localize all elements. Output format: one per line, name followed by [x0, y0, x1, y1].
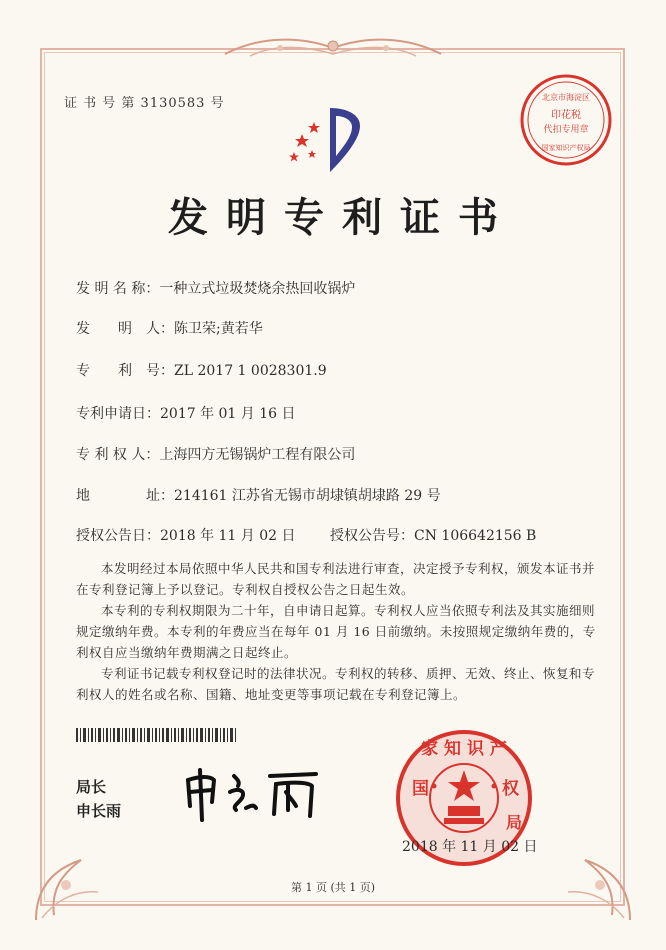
- certificate-body: [76, 558, 596, 705]
- field-label: 专利申请日：: [76, 406, 160, 422]
- field-label: 地 址：: [76, 488, 174, 504]
- field-patentee: [76, 444, 355, 464]
- field-label: 授权公告日：: [76, 528, 160, 544]
- field-address: [76, 485, 441, 505]
- field-value: 2018 年 11 月 02 日: [160, 528, 296, 544]
- cert-number-value: 3130583: [140, 96, 206, 111]
- svg-text:代扣专用章: 代扣专用章: [543, 125, 589, 135]
- cert-number-label: 证 书 号 第: [64, 96, 136, 111]
- field-patent-no: [76, 360, 327, 380]
- director-title: 局长: [76, 778, 107, 796]
- field-inventor: [76, 318, 263, 338]
- body-paragraph-1: 本发明经过本局依照中华人民共和国专利法进行审查，决定授予专利权，颁发本证书并在专利登记簿上予以登记。专利权自授权公告之日起生效。: [76, 561, 596, 597]
- field-value: 一种立式垃圾焚烧余热回收锅炉: [159, 281, 356, 297]
- body-paragraph-3: 专利证书记载专利权登记时的法律状况。专利权的转移、质押、无效、终止、恢复和专利权人的姓名或名称、国籍、地址变更等事项记载在专利登记簿上。: [76, 666, 596, 702]
- cert-number-suffix: 号: [210, 96, 225, 111]
- field-value: 214161 江苏省无锡市胡埭镇胡埭路 29 号: [174, 488, 441, 504]
- field-label: 发 明 人：: [76, 321, 174, 337]
- seal-date: 2018 年 11 月 02 日: [402, 839, 538, 855]
- page-footer: 第 1 页 (共 1 页): [290, 881, 376, 894]
- svg-text:国: 国: [412, 779, 429, 799]
- svg-text:国家知识产权局: 国家知识产权局: [541, 144, 591, 152]
- field-label: 专 利 权 人：: [76, 447, 160, 463]
- top-ornament: [220, 34, 446, 62]
- field-value: ZL 2017 1 0028301.9: [174, 363, 327, 379]
- patent-office-logo-icon: [280, 100, 380, 180]
- barcode: [76, 728, 236, 742]
- field-value: 上海四方无锡锅炉工程有限公司: [159, 447, 356, 463]
- svg-text:家 知 识 产: 家 知 识 产: [421, 739, 507, 759]
- svg-text:权: 权: [502, 779, 519, 799]
- tax-seal-icon: [516, 70, 616, 170]
- field-invention-name: [76, 278, 355, 298]
- field-value: 陈卫荣;黄若华: [174, 321, 263, 337]
- field-grant-no: [330, 525, 536, 545]
- svg-text:北京市海淀区: 北京市海淀区: [542, 93, 590, 102]
- bottom-right-ornament: [560, 830, 640, 925]
- handwritten-signature: [176, 762, 326, 822]
- field-label: 发 明 名 称：: [76, 281, 160, 297]
- field-label: 专 利 号：: [76, 363, 174, 379]
- svg-text:局: 局: [506, 813, 523, 832]
- field-filing-date: [76, 403, 296, 423]
- body-paragraph-2: 本专利的专利权期限为二十年，自申请日起算。专利权人应当依照专利法及其实施细则规定缴纳年费。本专利的年费应当在每年 01 月 16 日前缴纳。未按照规定缴纳年费的，专利权自应当缴纳年费期满之日起终止。: [76, 603, 596, 660]
- field-value: CN 106642156 B: [414, 528, 537, 544]
- director-name: 申长雨: [76, 802, 122, 820]
- certificate-title: 发明专利证书: [168, 194, 516, 241]
- field-grant-date: [76, 525, 296, 545]
- field-label: 授权公告号：: [330, 528, 414, 544]
- certificate-number: [64, 92, 225, 111]
- svg-text:印花税: 印花税: [551, 110, 581, 121]
- bottom-left-ornament: [26, 830, 106, 925]
- field-value: 2017 年 01 月 16 日: [160, 406, 296, 422]
